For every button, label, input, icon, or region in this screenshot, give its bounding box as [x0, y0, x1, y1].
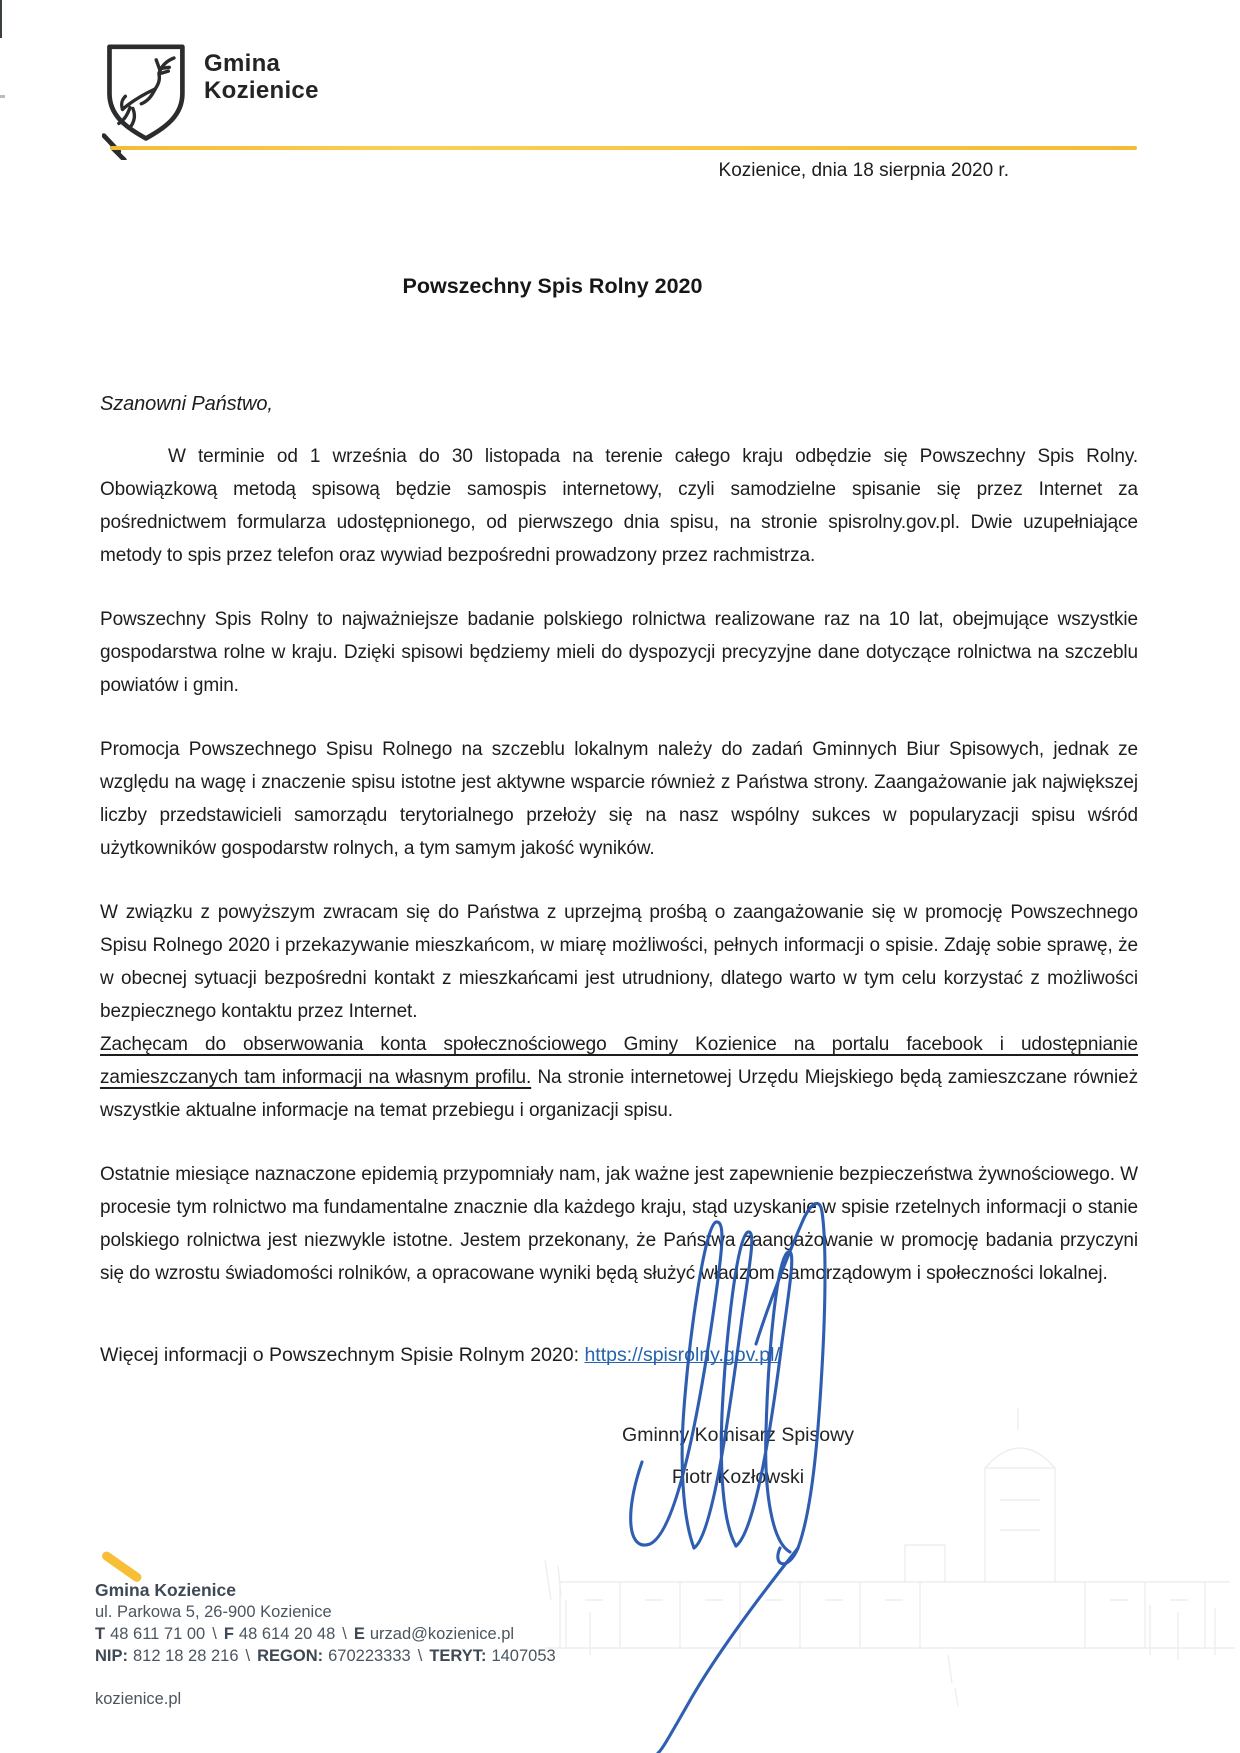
signer-name: Piotr Kozłowski — [671, 1466, 805, 1488]
paragraph-social-media — [100, 1028, 1138, 1127]
underlined-facebook-text: Zachęcam do obserwowania konta społecznościowego Gminy Kozienice na portalu facebook i udostępnianie zamieszczanych tam informacji na własnym profilu. — [100, 1034, 1138, 1088]
footer-org-name: Gmina Kozienice — [95, 1580, 237, 1600]
separator: \ — [417, 1647, 423, 1665]
yellow-divider-rule — [110, 146, 1137, 150]
scan-edge-artifact — [0, 0, 2, 38]
social-media-rest-text: Na stronie internetowej Urzędu Miejskiego będą zamieszczane również wszystkie aktualne informacje na temat przebiegu i organizacji spisu. — [100, 1067, 1138, 1121]
footer-website[interactable]: kozienice.pl — [95, 1690, 182, 1708]
regon-value: 670223333 — [328, 1647, 411, 1665]
paragraph-intro: W terminie od 1 września do 30 listopada na terenie całego kraju odbędzie się Powszechny Spis Rolny. Obowiązkową metodą spisową będzie samospis internetowy, czyli samodzielne spisanie się przez Internet za pośrednictwem formularza udostępnionego, od pierwszego dnia spisu, na stronie spisrolny.gov.pl. Dwie uzupełniające metody to spis przez telefon oraz wywiad bezpośredni prowadzony przez rachmistrza. — [100, 446, 1138, 566]
salutation: Szanowni Państwo, — [100, 393, 273, 415]
phone-label: T — [95, 1625, 106, 1643]
paragraph-promotion: Promocja Powszechnego Spisu Rolnego na szczeblu lokalnym należy do zadań Gminnych Biur Spisowych, jednak ze względu na wagę i znaczenie spisu istotne jest aktywne wsparcie również z Państwa strony. Zaangażowanie jak największej liczby przedstawicieli samorządu terytorialnego przełoży się na nasz wspólny sukces w popularyzacji spisu wśród użytkowników gospodarstw rolnych, a tym samym jakość wyników. — [100, 739, 1138, 859]
signer-title: Gminny Komisarz Spisowy — [622, 1424, 854, 1446]
paragraph-census-importance: Powszechny Spis Rolny to najważniejsze badanie polskiego rolnictwa realizowane raz na 10 lat, obejmujące wszystkie gospodarstwa rolne w kraju. Dzięki spisowi będziemy mieli do dyspozycji precyzyjne dane dotyczące rolnictwa na szczeblu powiatów i gmin. — [100, 609, 1138, 696]
municipality-name-line1: Gmina — [204, 50, 281, 77]
separator: \ — [212, 1625, 217, 1643]
more-info-line — [100, 1344, 1138, 1367]
footer-contact-line — [95, 1623, 655, 1645]
scan-tick-artifact — [0, 95, 5, 98]
more-info-label: Więcej informacji o Powszechnym Spisie Rolnym 2020: — [100, 1344, 585, 1366]
letter-title: Powszechny Spis Rolny 2020 — [402, 274, 703, 298]
nip-label: NIP: — [95, 1647, 128, 1665]
paragraph-food-security: Ostatnie miesiące naznaczone epidemią przypomniały nam, jak ważne jest zapewnienie bezpieczeństwa żywnościowego. W procesie tym rolnictwo ma fundamentalne znacznie dla każdego kraju, stąd uzyskanie w spisie rzetelnych informacji o stanie polskiego rolnictwa jest niezwykle istotne. Jestem przekonany, że Państwa zaangażowanie w promocję badania przyczyni się do wzrostu świadomości rolników, a opracowane wyniki będą służyć władzom samorządowym i społeczności lokalnej. — [100, 1164, 1138, 1284]
email-label: E — [353, 1625, 365, 1643]
letter-date: Kozienice, dnia 18 sierpnia 2020 r. — [718, 160, 1009, 181]
teryt-label: TERYT: — [429, 1647, 487, 1665]
signature-block — [588, 1424, 888, 1489]
shield-deer-icon — [102, 42, 188, 160]
municipality-logo — [102, 42, 319, 160]
email-address[interactable]: urzad@kozienice.pl — [369, 1625, 515, 1643]
phone-number: 48 611 71 00 — [110, 1625, 206, 1643]
municipality-name-line2: Kozienice — [204, 77, 319, 104]
fax-label: F — [223, 1625, 234, 1643]
spisrolny-link[interactable]: https://spisrolny.gov.pl/ — [584, 1344, 780, 1366]
nip-value: 812 18 28 216 — [133, 1647, 239, 1665]
footer-ids-line — [95, 1645, 655, 1667]
paragraph-request: W związku z powyższym zwracam się do Państwa z uprzejmą prośbą o zaangażowanie się w promocję Powszechnego Spisu Rolnego 2020 i przekazywanie mieszkańcom, w miarę możliwości, pełnych informacji o spisie. Zdaję sobie sprawę, że w obecnej sytuacji bezpośredni kontakt z mieszkańcami jest utrudniony, dlatego warto w tym celu korzystać z możliwości bezpiecznego kontaktu przez Internet. — [100, 902, 1138, 1022]
footer-address: ul. Parkowa 5, 26-900 Kozienice — [95, 1603, 332, 1621]
teryt-value: 1407053 — [491, 1647, 556, 1665]
municipality-name — [204, 50, 319, 104]
footer-contact-block — [95, 1556, 655, 1710]
separator: \ — [245, 1647, 251, 1665]
regon-label: REGON: — [257, 1647, 324, 1665]
fax-number: 48 614 20 48 — [238, 1625, 336, 1643]
letter-body — [100, 388, 1138, 1290]
separator: \ — [342, 1625, 347, 1643]
